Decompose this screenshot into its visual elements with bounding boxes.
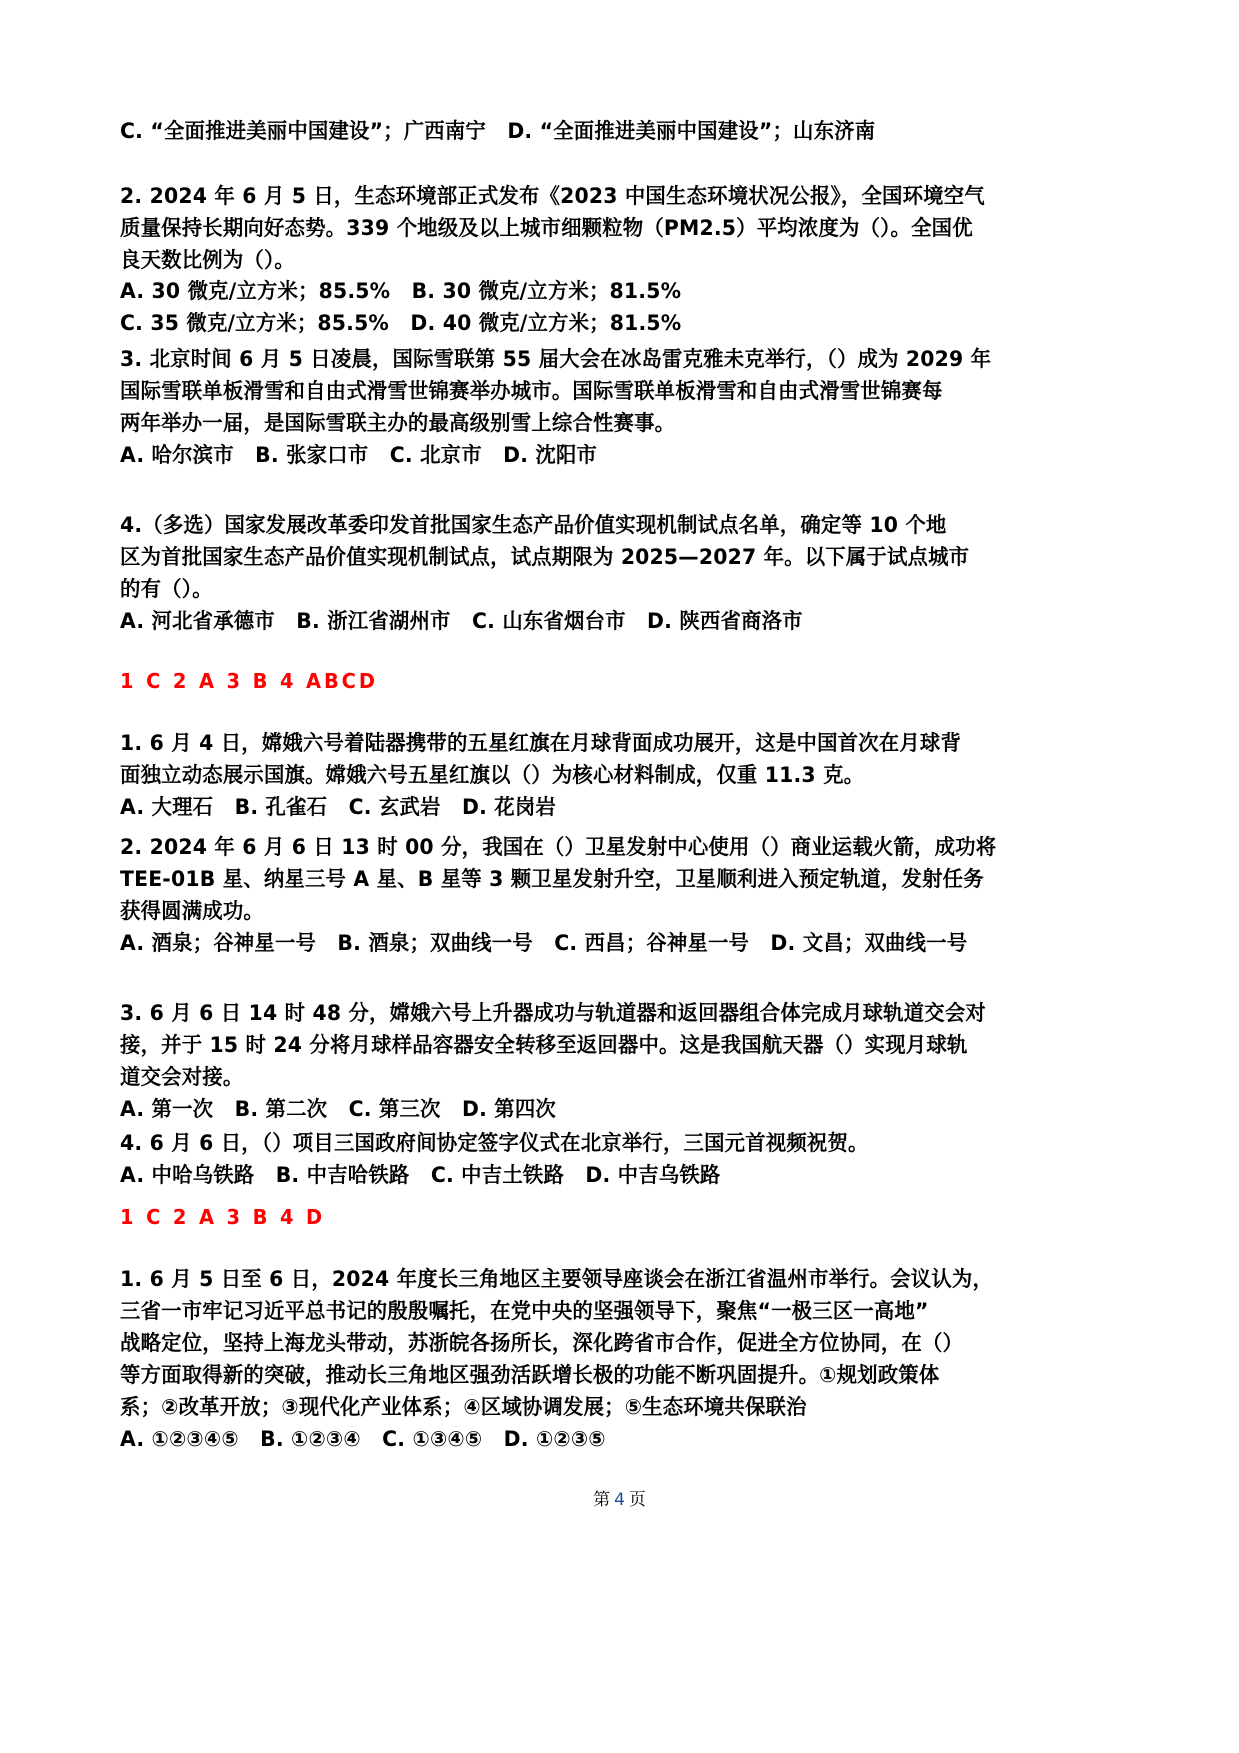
question-text-line: 1. 6 月 4 日，嫦娥六号着陆器携带的五星红旗在月球背面成功展开，这是中国首次在月球背 [120, 731, 962, 755]
option-d: D. “全面推进美丽中国建设”；山东济南 [507, 119, 876, 143]
options-line [120, 1094, 1100, 1124]
question-text-line: 等方面取得新的突破，推动长三角地区强劲活跃增长极的功能不断巩固提升。①规划政策体 [120, 1363, 940, 1387]
option-d: D. 第四次 [461, 1097, 556, 1121]
option-b: B. 第二次 [234, 1097, 328, 1121]
question-text-line: 区为首批国家生态产品价值实现机制试点，试点期限为 2025—2027 年。以下属于试点城市 [120, 545, 970, 569]
answer-key-set1: 1 C 2 A 3 B 4 ABCD [120, 669, 378, 693]
option-b: B. ①②③④ [260, 1427, 361, 1451]
option-c: C. ①③④⑤ [382, 1427, 483, 1451]
option-c: C. 第三次 [348, 1097, 441, 1121]
options-line [120, 792, 1100, 822]
option-b: B. 酒泉；双曲线一号 [337, 931, 533, 955]
options-line [120, 1160, 1100, 1190]
question-text-line: 道交会对接。 [120, 1065, 244, 1089]
option-c: C. 35 微克/立方米；85.5% [120, 311, 390, 335]
option-c: C. “全面推进美丽中国建设”；广西南宁 [120, 119, 486, 143]
option-a: A. 大理石 [120, 795, 214, 819]
option-b: B. 张家口市 [255, 443, 369, 467]
question-text-line: 系；②改革开放；③现代化产业体系；④区域协调发展；⑤生态环境共保联治 [120, 1395, 807, 1419]
option-d: D. 花岗岩 [461, 795, 556, 819]
question-text-line: 良天数比例为（）。 [120, 248, 295, 272]
option-c: C. 北京市 [389, 443, 482, 467]
question-text-line: 1. 6 月 5 日至 6 日，2024 年度长三角地区主要领导座谈会在浙江省温州市举行。会议认为， [120, 1267, 994, 1291]
option-d: D. 沈阳市 [503, 443, 598, 467]
question-text-line: TEE-01B 星、纳星三号 A 星、B 星等 3 颗卫星发射升空，卫星顺利进入预定轨道，发射任务 [120, 867, 984, 891]
options-line [120, 606, 1100, 636]
question-text-line: 的有（）。 [120, 577, 213, 601]
question-text-line: 4. 6 月 6 日，（）项目三国政府间协定签字仪式在北京举行，三国元首视频祝贺。 [120, 1131, 869, 1155]
question-text-line: 面独立动态展示国旗。嫦娥六号五星红旗以（）为核心材料制成，仅重 11.3 克。 [120, 763, 865, 787]
option-a: A. 第一次 [120, 1097, 214, 1121]
option-b: B. 30 微克/立方米；81.5% [411, 279, 682, 303]
options-line [120, 276, 1100, 306]
option-b: B. 浙江省湖州市 [296, 609, 451, 633]
question-text-line: 3. 北京时间 6 月 5 日凌晨，国际雪联第 55 届大会在冰岛雷克雅未克举行，（）成为 2029 年 [120, 347, 992, 371]
question-text-line: 国际雪联单板滑雪和自由式滑雪世锦赛举办城市。国际雪联单板滑雪和自由式滑雪世锦赛每 [120, 379, 943, 403]
option-c: C. 中吉土铁路 [430, 1163, 565, 1187]
page-prefix: 第 [593, 1490, 611, 1510]
option-d: D. 中吉乌铁路 [585, 1163, 721, 1187]
page-number [0, 1488, 1239, 1512]
question-text-line: 3. 6 月 6 日 14 时 48 分，嫦娥六号上升器成功与轨道器和返回器组合体完成月球轨道交会对 [120, 1001, 986, 1025]
options-line [120, 440, 1100, 470]
question-text-line: 4.（多选）国家发展改革委印发首批国家生态产品价值实现机制试点名单，确定等 10 个地 [120, 513, 947, 537]
options-line [120, 308, 1100, 338]
question-text-line: 接，并于 15 时 24 分将月球样品容器安全转移至返回器中。这是我国航天器（）实现月球轨 [120, 1033, 968, 1057]
option-b: B. 中吉哈铁路 [275, 1163, 410, 1187]
page-number-value: 4 [614, 1490, 625, 1510]
option-a: A. 河北省承德市 [120, 609, 275, 633]
option-c: C. 山东省烟台市 [471, 609, 626, 633]
option-a: A. ①②③④⑤ [120, 1427, 239, 1451]
question-text-line: 三省一市牢记习近平总书记的殷殷嘱托，在党中央的坚强领导下，聚焦“一极三区一高地” [120, 1299, 929, 1323]
option-a: A. 哈尔滨市 [120, 443, 234, 467]
page-suffix: 页 [628, 1490, 646, 1510]
option-d: D. 陕西省商洛市 [647, 609, 803, 633]
option-a: A. 中哈乌铁路 [120, 1163, 255, 1187]
question-text-line: 质量保持长期向好态势。339 个地级及以上城市细颗粒物（PM2.5）平均浓度为（）。全国优 [120, 216, 973, 240]
question-text-line: 2. 2024 年 6 月 5 日，生态环境部正式发布《2023 中国生态环境状况公报》，全国环境空气 [120, 184, 985, 208]
option-a: A. 酒泉；谷神星一号 [120, 931, 317, 955]
option-d: D. ①②③⑤ [503, 1427, 606, 1451]
option-c: C. 玄武岩 [348, 795, 441, 819]
option-d: D. 文昌；双曲线一号 [770, 931, 968, 955]
option-a: A. 30 微克/立方米；85.5% [120, 279, 391, 303]
option-d: D. 40 微克/立方米；81.5% [410, 311, 682, 335]
option-c: C. 西昌；谷神星一号 [554, 931, 750, 955]
options-line [120, 1424, 1100, 1454]
question-text-line: 战略定位，坚持上海龙头带动，苏浙皖各扬所长，深化跨省市合作，促进全方位协同，在（） [120, 1331, 964, 1355]
question-text-line: 2. 2024 年 6 月 6 日 13 时 00 分，我国在（）卫星发射中心使用（）商业运载火箭，成功将 [120, 835, 997, 859]
answer-key-set2: 1 C 2 A 3 B 4 D [120, 1205, 326, 1229]
options-line [120, 928, 1100, 958]
prev-question-options [120, 116, 1100, 146]
option-b: B. 孔雀石 [234, 795, 328, 819]
question-text-line: 两年举办一届，是国际雪联主办的最高级别雪上综合性赛事。 [120, 411, 676, 435]
question-text-line: 获得圆满成功。 [120, 899, 264, 923]
